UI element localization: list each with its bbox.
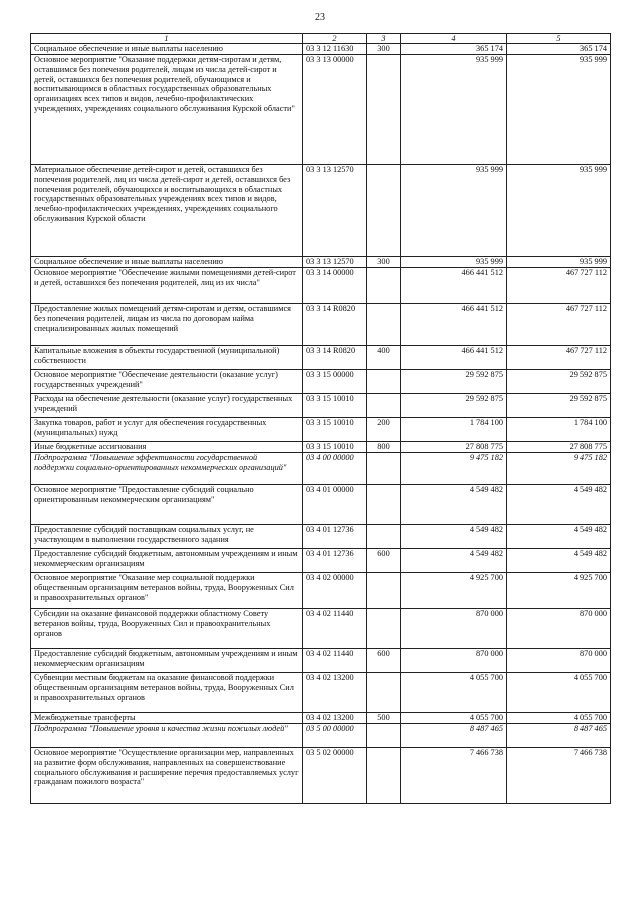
row-code-cell: 03 3 13 12570 xyxy=(303,165,367,257)
row-code-cell: 03 5 02 00000 xyxy=(303,748,367,804)
row-sum-year-1-cell: 935 999 xyxy=(401,55,507,165)
row-sum-year-1-cell: 365 174 xyxy=(401,44,507,55)
row-code-cell: 03 4 01 12736 xyxy=(303,525,367,549)
row-sum-year-2-cell: 9 475 182 xyxy=(507,453,611,485)
row-name-cell: Капитальные вложения в объекты государственной (муниципальной) собственности xyxy=(31,346,303,370)
row-sum-year-2-cell: 365 174 xyxy=(507,44,611,55)
row-code-cell: 03 3 13 00000 xyxy=(303,55,367,165)
row-expense-type-cell: 400 xyxy=(367,346,401,370)
row-name-cell: Основное мероприятие "Осуществление организации мер, направленных на развитие форм обслуживания, направленных на совершенствование социального обслуживания и расширение перечня предоставляемых услуг гражданам пожилого возраста" xyxy=(31,748,303,804)
row-expense-type-cell xyxy=(367,609,401,649)
row-expense-type-cell: 300 xyxy=(367,257,401,268)
row-sum-year-2-cell: 935 999 xyxy=(507,165,611,257)
row-expense-type-cell: 300 xyxy=(367,44,401,55)
row-code-cell: 03 4 01 00000 xyxy=(303,485,367,525)
row-sum-year-2-cell: 467 727 112 xyxy=(507,268,611,304)
row-name-cell: Социальное обеспечение и иные выплаты населению xyxy=(31,44,303,55)
column-header-name: 1 xyxy=(31,34,303,44)
row-expense-type-cell xyxy=(367,370,401,394)
row-sum-year-1-cell: 870 000 xyxy=(401,649,507,673)
row-name-cell: Социальное обеспечение и иные выплаты населению xyxy=(31,257,303,268)
row-code-cell: 03 3 14 R0820 xyxy=(303,346,367,370)
row-sum-year-2-cell: 4 925 700 xyxy=(507,573,611,609)
row-expense-type-cell xyxy=(367,573,401,609)
row-sum-year-2-cell: 4 549 482 xyxy=(507,549,611,573)
row-name-cell: Предоставление жилых помещений детям-сиротам и детям, оставшимся без попечения родителей, лицам из числа по договорам найма специализированных жилых помещений xyxy=(31,304,303,346)
row-expense-type-cell xyxy=(367,304,401,346)
table-row xyxy=(31,549,611,573)
row-expense-type-cell: 800 xyxy=(367,442,401,453)
row-sum-year-1-cell: 870 000 xyxy=(401,609,507,649)
table-row xyxy=(31,257,611,268)
row-expense-type-cell xyxy=(367,724,401,748)
table-header-row xyxy=(31,34,611,44)
row-name-cell: Подпрограмма "Повышение эффективности государственной поддержки социально-ориентированных некоммерческих организаций" xyxy=(31,453,303,485)
row-sum-year-2-cell: 4 549 482 xyxy=(507,525,611,549)
row-sum-year-1-cell: 29 592 875 xyxy=(401,370,507,394)
row-expense-type-cell xyxy=(367,525,401,549)
row-sum-year-2-cell: 4 055 700 xyxy=(507,713,611,724)
row-name-cell: Материальное обеспечение детей-сирот и детей, оставшихся без попечения родителей, лиц из числа детей-сирот и детей, оставшихся без попечения родителей, обучающихся и воспитывающихся в областных государственных образовательных учреждениях всех типов и видов, лечебно-профилактических учреждениях, учреждениях социального обслуживания Курской области xyxy=(31,165,303,257)
row-sum-year-1-cell: 7 466 738 xyxy=(401,748,507,804)
row-sum-year-1-cell: 466 441 512 xyxy=(401,346,507,370)
row-sum-year-2-cell: 8 487 465 xyxy=(507,724,611,748)
row-name-cell: Предоставление субсидий поставщикам социальных услуг, не участвующим в выполнении государственного задания xyxy=(31,525,303,549)
table-row xyxy=(31,609,611,649)
row-code-cell: 03 4 02 00000 xyxy=(303,573,367,609)
row-code-cell: 03 3 12 11630 xyxy=(303,44,367,55)
row-code-cell: 03 4 01 12736 xyxy=(303,549,367,573)
table-body xyxy=(31,44,611,804)
row-expense-type-cell xyxy=(367,394,401,418)
row-code-cell: 03 5 00 00000 xyxy=(303,724,367,748)
row-name-cell: Предоставление субсидий бюджетным, автономным учреждениям и иным некоммерческим организациям xyxy=(31,549,303,573)
row-sum-year-1-cell: 4 549 482 xyxy=(401,485,507,525)
row-sum-year-2-cell: 27 808 775 xyxy=(507,442,611,453)
budget-table xyxy=(30,33,611,804)
row-sum-year-1-cell: 1 784 100 xyxy=(401,418,507,442)
column-header-expense-type: 3 xyxy=(367,34,401,44)
row-code-cell: 03 4 02 13200 xyxy=(303,673,367,713)
row-name-cell: Иные бюджетные ассигнования xyxy=(31,442,303,453)
row-sum-year-2-cell: 467 727 112 xyxy=(507,304,611,346)
row-expense-type-cell: 200 xyxy=(367,418,401,442)
column-header-code: 2 xyxy=(303,34,367,44)
row-expense-type-cell: 600 xyxy=(367,549,401,573)
column-header-sum-year-1: 4 xyxy=(401,34,507,44)
row-sum-year-1-cell: 27 808 775 xyxy=(401,442,507,453)
row-expense-type-cell xyxy=(367,673,401,713)
row-code-cell: 03 3 14 00000 xyxy=(303,268,367,304)
row-sum-year-1-cell: 9 475 182 xyxy=(401,453,507,485)
row-code-cell: 03 3 13 12570 xyxy=(303,257,367,268)
row-sum-year-1-cell: 29 592 875 xyxy=(401,394,507,418)
table-row xyxy=(31,44,611,55)
row-sum-year-2-cell: 870 000 xyxy=(507,609,611,649)
row-name-cell: Предоставление субсидий бюджетным, автономным учреждениям и иным некоммерческим организациям xyxy=(31,649,303,673)
row-name-cell: Закупка товаров, работ и услуг для обеспечения государственных (муниципальных) нужд xyxy=(31,418,303,442)
table-row xyxy=(31,442,611,453)
table-row xyxy=(31,55,611,165)
row-expense-type-cell xyxy=(367,485,401,525)
row-sum-year-1-cell: 4 055 700 xyxy=(401,713,507,724)
row-expense-type-cell xyxy=(367,55,401,165)
row-name-cell: Расходы на обеспечение деятельности (оказание услуг) государственных учреждений xyxy=(31,394,303,418)
row-name-cell: Субсидии на оказание финансовой поддержки областному Совету ветеранов войны, труда, Вооруженных Сил и правоохранительных органов xyxy=(31,609,303,649)
table-row xyxy=(31,673,611,713)
row-sum-year-2-cell: 1 784 100 xyxy=(507,418,611,442)
row-sum-year-2-cell: 7 466 738 xyxy=(507,748,611,804)
table-row xyxy=(31,304,611,346)
row-sum-year-1-cell: 4 925 700 xyxy=(401,573,507,609)
row-name-cell: Основное мероприятие "Обеспечение деятельности (оказание услуг) государственных учреждений" xyxy=(31,370,303,394)
row-name-cell: Субвенции местным бюджетам на оказание финансовой поддержки общественным организациям ветеранов войны, труда, Вооруженных Сил и правоохранительных органов xyxy=(31,673,303,713)
row-name-cell: Межбюджетные трансферты xyxy=(31,713,303,724)
row-sum-year-1-cell: 935 999 xyxy=(401,165,507,257)
row-sum-year-1-cell: 466 441 512 xyxy=(401,304,507,346)
table-row xyxy=(31,573,611,609)
row-code-cell: 03 4 02 11440 xyxy=(303,649,367,673)
row-sum-year-1-cell: 8 487 465 xyxy=(401,724,507,748)
row-sum-year-2-cell: 4 055 700 xyxy=(507,673,611,713)
row-sum-year-1-cell: 466 441 512 xyxy=(401,268,507,304)
table-row xyxy=(31,453,611,485)
row-expense-type-cell xyxy=(367,453,401,485)
page-number: 23 xyxy=(315,12,325,23)
row-sum-year-2-cell: 870 000 xyxy=(507,649,611,673)
row-code-cell: 03 3 15 10010 xyxy=(303,394,367,418)
table-row xyxy=(31,370,611,394)
row-name-cell: Основное мероприятие "Оказание поддержки детям-сиротам и детям, оставшимся без попечения родителей, лицам из числа детей-сирот и детей, оставшихся без попечения родителей, обучающимся и воспитывающимся в областных государственных образовательных организациях всех типов и видов, лечебно-профилактических учреждениях, учреждениях социального обслуживания Курской области" xyxy=(31,55,303,165)
row-code-cell: 03 3 14 R0820 xyxy=(303,304,367,346)
row-sum-year-2-cell: 467 727 112 xyxy=(507,346,611,370)
table-row xyxy=(31,649,611,673)
table-row xyxy=(31,485,611,525)
row-sum-year-2-cell: 4 549 482 xyxy=(507,485,611,525)
row-expense-type-cell xyxy=(367,268,401,304)
row-sum-year-1-cell: 935 999 xyxy=(401,257,507,268)
row-name-cell: Подпрограмма "Повышение уровня и качества жизни пожилых людей" xyxy=(31,724,303,748)
table-row xyxy=(31,724,611,748)
row-expense-type-cell xyxy=(367,165,401,257)
table-row xyxy=(31,748,611,804)
table-row xyxy=(31,165,611,257)
table-row xyxy=(31,346,611,370)
table-row xyxy=(31,418,611,442)
row-sum-year-2-cell: 935 999 xyxy=(507,257,611,268)
row-name-cell: Основное мероприятие "Предоставление субсидий социально ориентированным некоммерческим организациям" xyxy=(31,485,303,525)
row-code-cell: 03 3 15 10010 xyxy=(303,418,367,442)
row-code-cell: 03 3 15 00000 xyxy=(303,370,367,394)
row-code-cell: 03 4 02 13200 xyxy=(303,713,367,724)
row-expense-type-cell: 600 xyxy=(367,649,401,673)
row-sum-year-1-cell: 4 549 482 xyxy=(401,525,507,549)
table-row xyxy=(31,268,611,304)
row-sum-year-1-cell: 4 055 700 xyxy=(401,673,507,713)
column-header-sum-year-2: 5 xyxy=(507,34,611,44)
row-sum-year-2-cell: 29 592 875 xyxy=(507,370,611,394)
row-sum-year-2-cell: 935 999 xyxy=(507,55,611,165)
table-row xyxy=(31,713,611,724)
table-row xyxy=(31,525,611,549)
row-expense-type-cell xyxy=(367,748,401,804)
row-sum-year-2-cell: 29 592 875 xyxy=(507,394,611,418)
row-code-cell: 03 4 00 00000 xyxy=(303,453,367,485)
table-row xyxy=(31,394,611,418)
row-name-cell: Основное мероприятие "Оказание мер социальной поддержки общественным организациям ветеранов войны, труда, Вооруженных Сил и правоохранительных органов" xyxy=(31,573,303,609)
row-sum-year-1-cell: 4 549 482 xyxy=(401,549,507,573)
row-name-cell: Основное мероприятие "Обеспечение жилыми помещениями детей-сирот и детей, оставшихся без попечения родителей, лиц из их числа" xyxy=(31,268,303,304)
row-code-cell: 03 4 02 11440 xyxy=(303,609,367,649)
row-expense-type-cell: 500 xyxy=(367,713,401,724)
row-code-cell: 03 3 15 10010 xyxy=(303,442,367,453)
